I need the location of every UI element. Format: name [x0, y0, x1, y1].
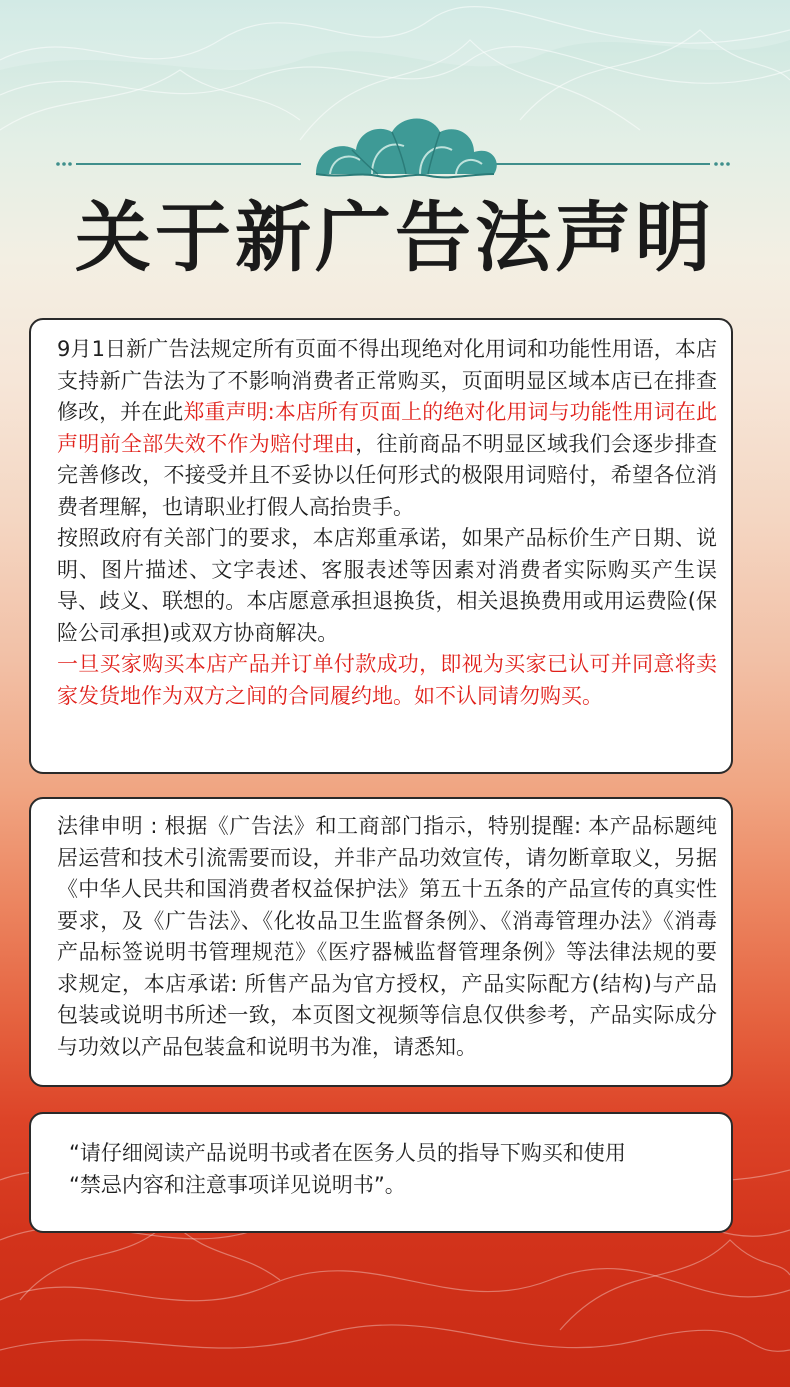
notice-highlight-text: 郑重声明:本店所有页面上的绝对化用词与功能性用词在此声明前全部失效不作为赔付理由 [57, 400, 717, 456]
dotted-line-left [56, 162, 301, 166]
legal-statement-text: 法律申明 : 根据《广告法》和工商部门指示，特别提醒: 本产品标题纯居运营和技术引流需要而设，并非产品功效宣传，请勿断章取义，另据《中华人民共和国消费者权益保护法》第五十五条的产品宣传的真实性要求，及《广告法》、《化妆品卫生监督条例》、《消毒管理办法》《消毒产品标签说明书管理规范》《医疗器械监督管理条例》等法律法规的要求规定，本店承诺: 所售产品为官方授权，产品实际配方(结构)与产品包装或说明书所述一致，本页图文视频等信息仅供参考，产品实际成分与功效以产品包装盒和说明书为准，请悉知。 [57, 814, 717, 1059]
page-title: 关于新广告法声明 [75, 193, 715, 282]
notice-card [29, 318, 733, 774]
cloud-fan-icon [316, 119, 497, 178]
notice-paragraph-2: 按照政府有关部门的要求，本店郑重承诺，如果产品标价生产日期、说明、图片描述、文字表述、客服表述等因素对消费者实际购买产生误导、歧义、联想的。本店愿意承担退换货，相关退换费用或用运费险(保险公司承担)或双方协商解决。 [57, 526, 717, 645]
reminder-line-1: “请仔细阅读产品说明书或者在医务人员的指导下购买和使用 [69, 1141, 626, 1165]
notice-paragraph-3: 一旦买家购买本店产品并订单付款成功，即视为买家已认可并同意将卖家发货地作为双方之间的合同履约地。如不认同请勿购买。 [57, 652, 717, 708]
reminder-card [29, 1112, 733, 1233]
notice-tail-text: ，往前商品不明显区域我们会逐步排查完善修改，不接受并且不妥协以任何形式的极限用词赔付，希望各位消费者理解，也请职业打假人高抬贵手。 [57, 431, 718, 519]
header-ornament [0, 112, 790, 192]
dotted-line-right [485, 162, 730, 166]
notice-intro-text: 9月1日新广告法规定所有页面不得出现绝对化用词和功能性用语，本店支持新广告法为了不影响消费者正常购买，页面明显区域本店已在排查修改，并在此 [57, 337, 717, 424]
legal-statement-card [29, 797, 733, 1087]
reminder-line-2: “禁忌内容和注意事项详见说明书”。 [69, 1172, 406, 1197]
notice-paragraph-1 [57, 334, 717, 523]
